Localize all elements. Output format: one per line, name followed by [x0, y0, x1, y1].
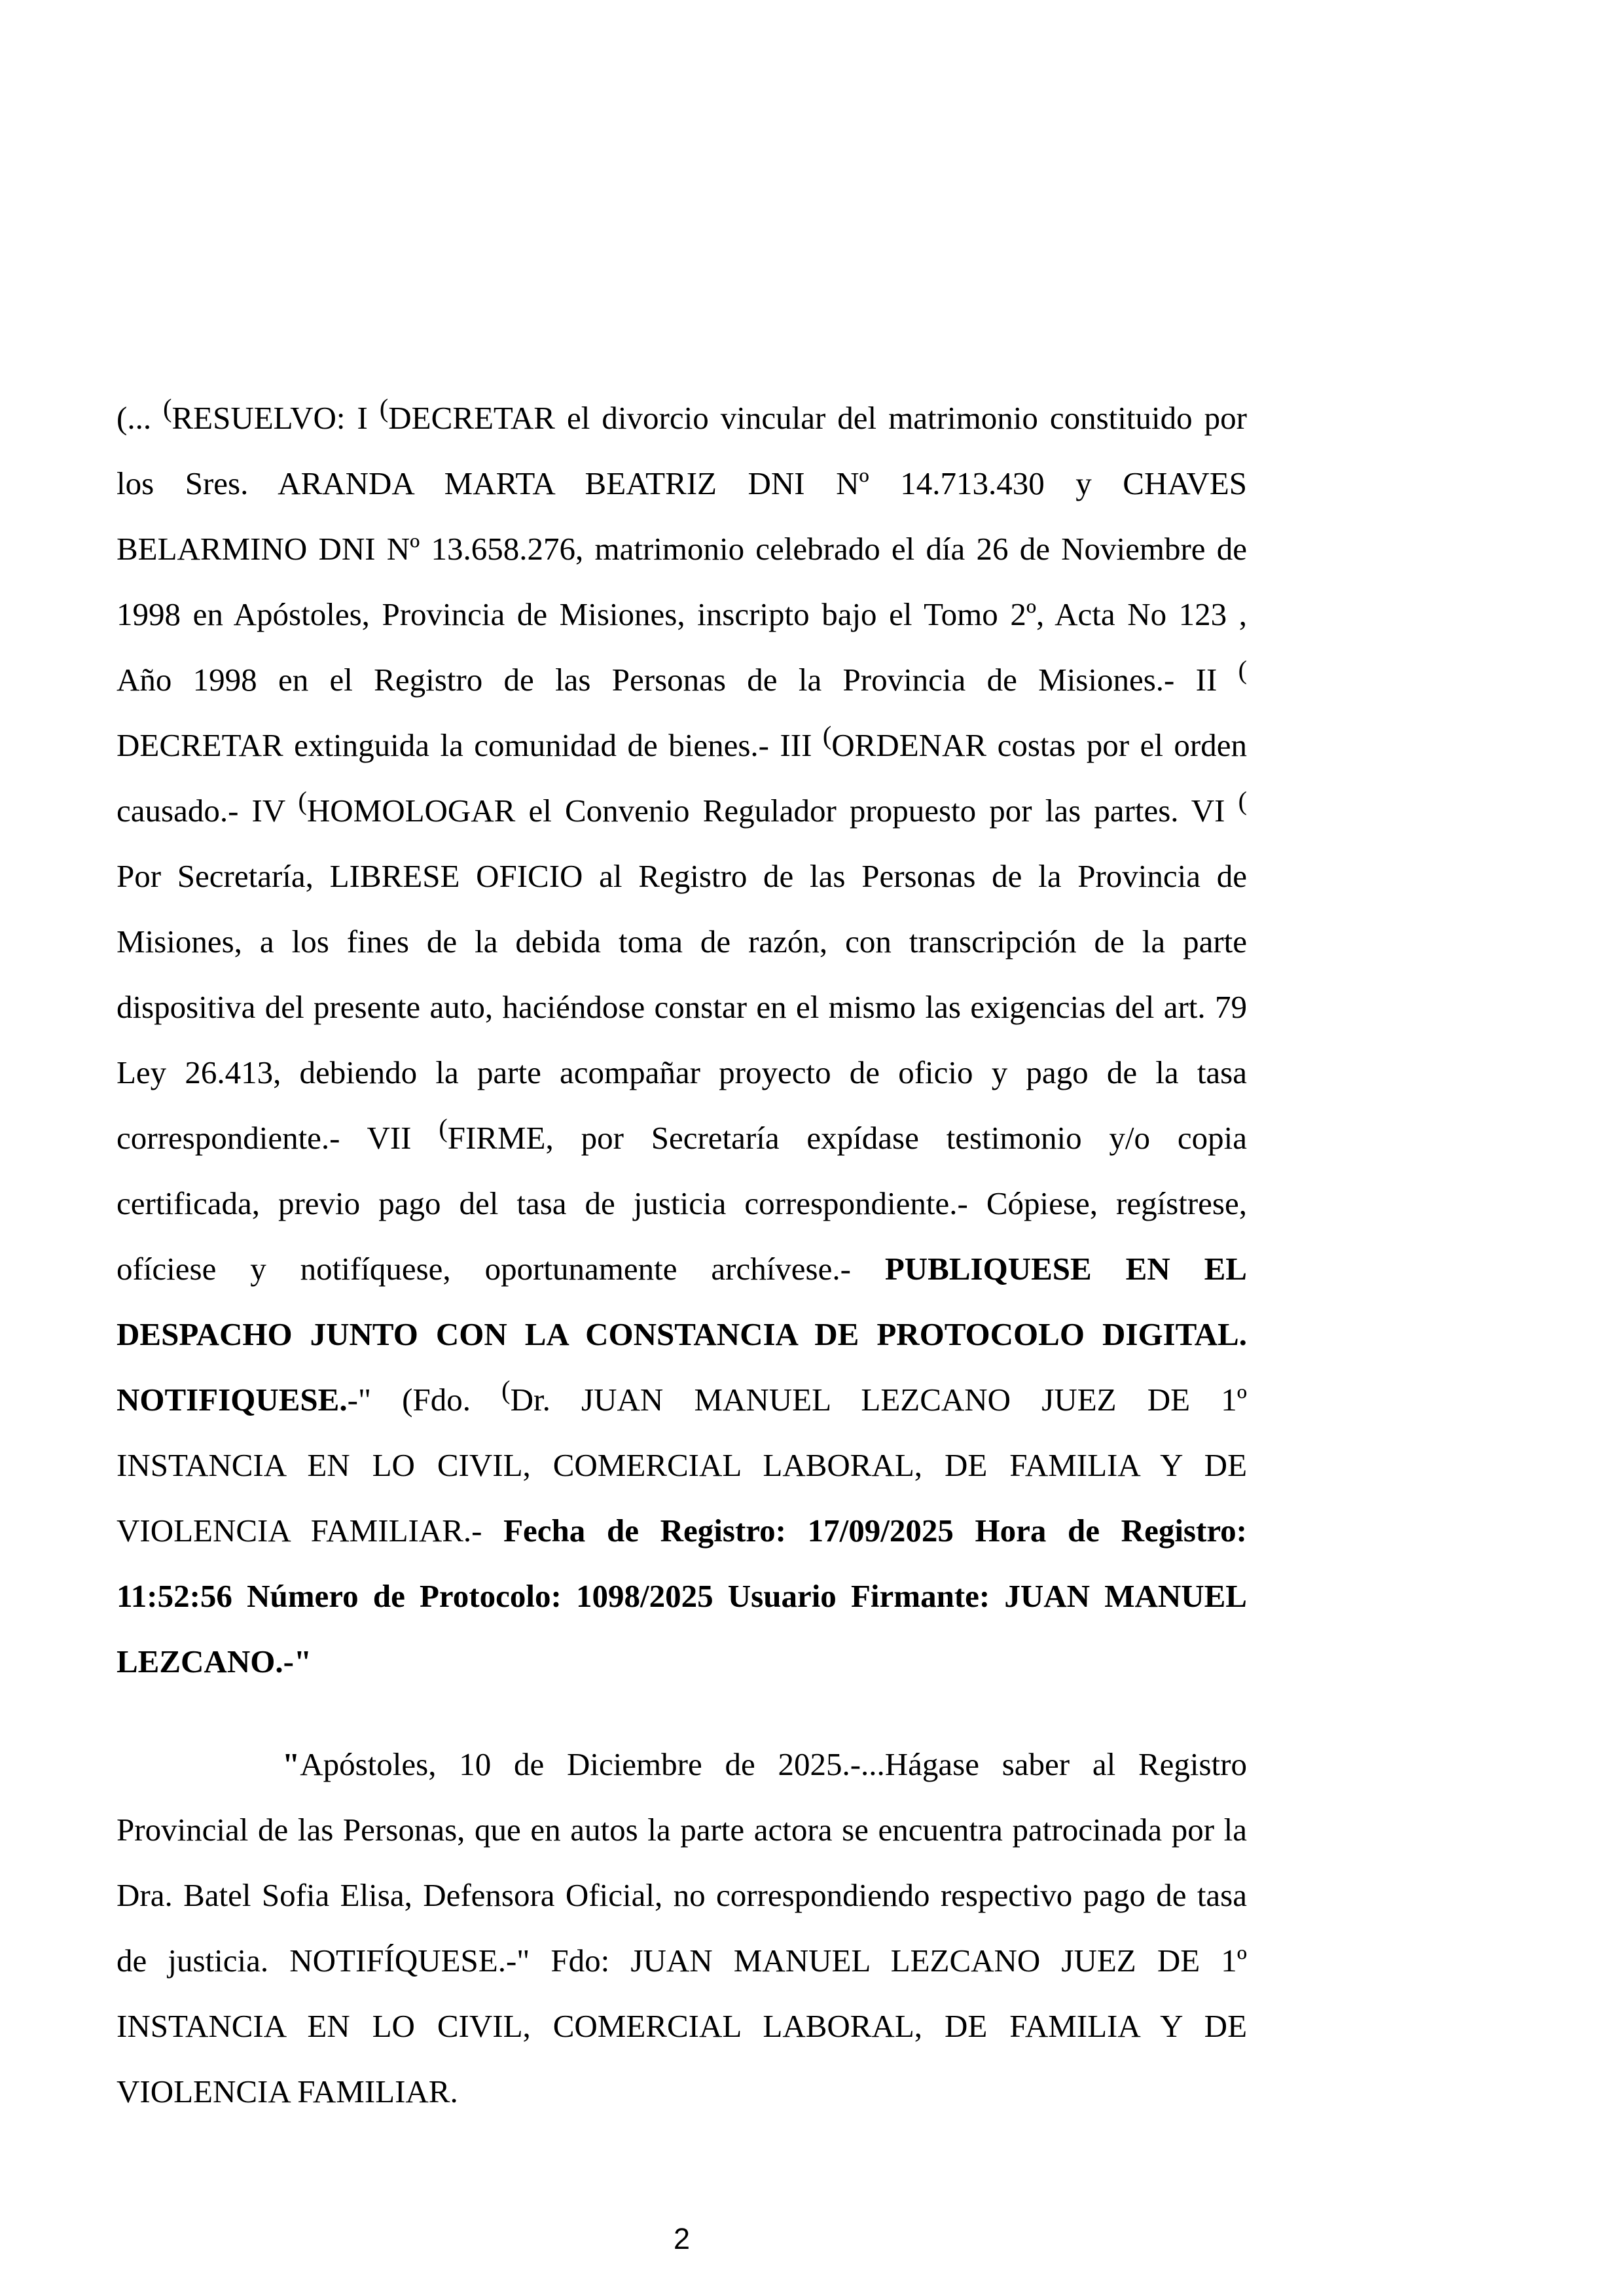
page-footer — [117, 2223, 1247, 2255]
text-run: certificada, previo pago del tasa de justicia correspondiente.- Cópiese, regístrese, — [117, 1185, 1247, 1221]
text-line — [117, 1797, 1247, 1863]
text-run: VIOLENCIA FAMILIAR. — [117, 2073, 458, 2109]
superscript-paren: ( — [501, 1374, 511, 1405]
text-run: DECRETAR extinguida la comunidad de bienes.- III — [117, 727, 823, 763]
text-run: FIRME, por Secretaría expídase testimonio y/o copia — [447, 1120, 1247, 1156]
text-line — [117, 1498, 1247, 1564]
text-run: Año 1998 en el Registro de las Personas de la Provincia de Misiones.- II — [117, 662, 1238, 698]
text-line — [117, 451, 1247, 516]
text-run: Dr. JUAN MANUEL LEZCANO JUEZ DE 1º — [510, 1382, 1247, 1418]
text-run: HOMOLOGAR el Convenio Regulador propuesto por las partes. VI — [306, 793, 1238, 829]
text-line — [117, 713, 1247, 778]
text-line — [117, 1040, 1247, 1105]
text-run: DESPACHO JUNTO CON LA CONSTANCIA DE PROTOCOLO DIGITAL. — [117, 1316, 1247, 1352]
text-run: Misiones, a los fines de la debida toma de razón, con transcripción de la parte — [117, 924, 1247, 960]
text-run: 1998 en Apóstoles, Provincia de Misiones, inscripto bajo el Tomo 2º, Acta No 123 , — [117, 596, 1247, 632]
text-line — [117, 1105, 1247, 1171]
superscript-paren: ( — [1238, 655, 1247, 685]
text-line — [117, 1994, 1247, 2059]
text-line — [117, 778, 1247, 844]
text-line — [117, 1367, 1247, 1433]
text-run: PUBLIQUESE EN EL — [884, 1251, 1247, 1287]
text-run: ofíciese y notifíquese, oportunamente archívese.- — [117, 1251, 885, 1287]
text-run: BELARMINO DNI Nº 13.658.276, matrimonio celebrado el día 26 de Noviembre de — [117, 531, 1247, 567]
text-run: correspondiente.- VII — [117, 1120, 439, 1156]
text-run: (... — [117, 400, 164, 436]
text-run: NOTIFIQUESE. — [117, 1382, 348, 1418]
text-line — [117, 2059, 1247, 2125]
text-line — [117, 1863, 1247, 1928]
text-line — [117, 647, 1247, 713]
superscript-paren: ( — [298, 785, 307, 816]
text-run: " — [282, 1746, 300, 1782]
text-run: INSTANCIA EN LO CIVIL, COMERCIAL LABORAL, DE FAMILIA Y DE — [117, 1447, 1247, 1483]
text-run: Dra. Batel Sofia Elisa, Defensora Oficial, no correspondiendo respectivo pago de tasa — [117, 1877, 1247, 1913]
resolution-paragraph — [117, 386, 1247, 1695]
text-line — [117, 909, 1247, 975]
text-line — [117, 516, 1247, 582]
text-run: ORDENAR costas por el orden — [831, 727, 1247, 763]
text-line — [117, 582, 1247, 647]
text-run: 11:52:56 Número de Protocolo: 1098/2025 Usuario Firmante: JUAN MANUEL — [117, 1578, 1247, 1614]
text-run: Fecha de Registro: 17/09/2025 Hora de Registro: — [503, 1513, 1247, 1549]
text-line — [117, 1236, 1247, 1302]
text-run: los Sres. ARANDA MARTA BEATRIZ DNI Nº 14.713.430 y CHAVES — [117, 465, 1247, 501]
superscript-paren: ( — [822, 720, 832, 750]
addendum-paragraph — [117, 1732, 1247, 2125]
text-run: de justicia. NOTIFÍQUESE.-" Fdo: JUAN MANUEL LEZCANO JUEZ DE 1º — [117, 1943, 1247, 1979]
text-run: RESUELVO: I — [171, 400, 380, 436]
text-run: Por Secretaría, LIBRESE OFICIO al Registro de las Personas de la Provincia de — [117, 858, 1247, 894]
superscript-paren: ( — [379, 393, 389, 423]
text-line — [117, 975, 1247, 1040]
text-line — [117, 1564, 1247, 1629]
text-run: -" (Fdo. — [347, 1382, 502, 1418]
text-run: INSTANCIA EN LO CIVIL, COMERCIAL LABORAL, DE FAMILIA Y DE — [117, 2008, 1247, 2044]
text-run: dispositiva del presente auto, haciéndose constar en el mismo las exigencias del art. 79 — [117, 989, 1247, 1025]
document-body — [117, 386, 1247, 2125]
text-line — [117, 1171, 1247, 1236]
page-number: 2 — [673, 2222, 691, 2255]
text-line — [117, 1732, 1247, 1797]
text-run: Ley 26.413, debiendo la parte acompañar proyecto de oficio y pago de la tasa — [117, 1054, 1247, 1090]
superscript-paren: ( — [1238, 785, 1247, 816]
text-run: VIOLENCIA FAMILIAR.- — [117, 1513, 504, 1549]
superscript-paren: ( — [439, 1113, 448, 1143]
superscript-paren: ( — [163, 393, 172, 423]
text-line — [117, 1433, 1247, 1498]
text-run: causado.- IV — [117, 793, 298, 829]
text-line — [117, 1302, 1247, 1367]
text-run: Apóstoles, 10 de Diciembre de 2025.-...Hágase saber al Registro — [300, 1746, 1247, 1782]
text-line — [117, 1928, 1247, 1994]
text-run: LEZCANO.-" — [117, 1643, 312, 1679]
text-run: Provincial de las Personas, que en autos la parte actora se encuentra patrocinada por la — [117, 1812, 1247, 1848]
text-line — [117, 386, 1247, 451]
text-run: DECRETAR el divorcio vincular del matrimonio constituido por — [388, 400, 1247, 436]
text-line — [117, 844, 1247, 909]
text-line — [117, 1629, 1247, 1695]
